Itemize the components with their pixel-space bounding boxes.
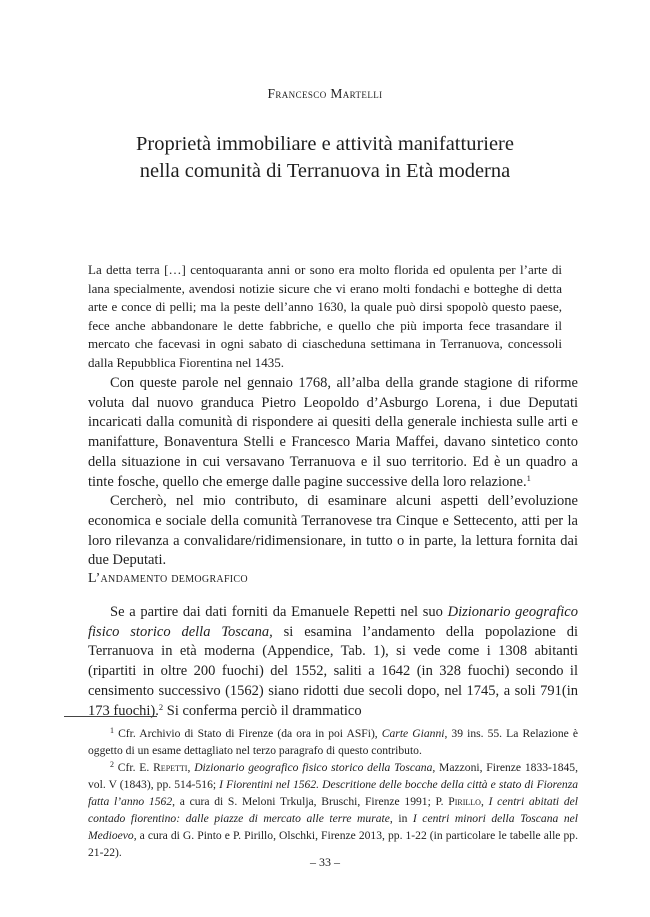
footnote-2-italic-3: I centri abitati del contado fiorentino: dalle piazze di mercato alle terre murate — [88, 795, 579, 825]
section-heading: L’andamento demografico — [88, 571, 248, 586]
section-paragraph-1 — [88, 603, 578, 721]
footnote-2-text-g: , a cura di G. Pinto e P. Pirillo, Olschki, Firenze 2013, pp. 1-22 (in particolare le tabelle alle pp. 21-22). — [88, 829, 578, 859]
footnote-2-text-f: , in — [389, 812, 413, 825]
intro-text — [88, 374, 578, 571]
footnote-2-text-b: , — [187, 761, 195, 774]
footnote-2 — [88, 759, 578, 861]
footnote-2-text-c: Mazzoni, Firenze 1833-1845, vol. V (1843), pp. 514-516; — [88, 761, 579, 791]
footnote-2-author-2: Pirillo — [448, 795, 481, 808]
footnote-2-italic-4: I centri minori della Toscana nel Medioevo — [88, 812, 578, 842]
intro-paragraph-1 — [88, 374, 578, 492]
title-line-2: nella comunità di Terranuova in Età moderna — [139, 160, 511, 182]
intro-paragraph-2: Cercherò, nel mio contributo, di esaminare alcuni aspetti dell’evoluzione economica e sociale della comunità Terranovese tra Cinque e Settecento, atti per la loro rilevanza a convalidare/ridimensionare, in tutto o in parte, la lettura fornita dai due Deputati. — [88, 493, 578, 569]
section-text — [88, 603, 578, 721]
author-name: Francesco Martelli — [267, 86, 383, 101]
footnote-1-text-c: , 39 ins. 55. La Relazione è oggetto di un esame dettagliato nel terzo paragrafo di questo contributo. — [88, 727, 579, 757]
footnote-1-text-a: Cfr. Archivio di Stato di Firenze (da ora in poi ASFi), — [114, 727, 382, 740]
footnote-ref-2: 2 — [158, 701, 164, 712]
footnote-2-italic-2: I Fiorentini nel 1562. Descritione delle bocche della città e stato di Fiorenza fatta l’anno 1562 — [88, 778, 578, 808]
footnote-2-text-a: Cfr. E. — [114, 761, 154, 774]
section-text-italic: Dizionario geografico fisico storico della Toscana, — [88, 604, 578, 640]
epigraph-quote: La detta terra […] centoquaranta anni or sono era molto florida ed opulenta per l’arte di lana specialmente, avendosi notizie sicure che vi erano molti fondachi e botteghe di detta arte e conce di pelli; ma la peste dell’anno 1630, la quale può dirsi spopolò questo paese, fece anche abbandonare le dette fabbriche, e quello che più importa fece trasandare il mercato che facevasi in ogni sabato di ciascheduna settimana in Terranuova, concessoli dalla Repubblica Fiorentina nel 1435. — [88, 262, 562, 370]
title-line-1: Proprietà immobiliare e attività manifatturiere — [136, 133, 514, 155]
footnote-2-text-d: , a cura di S. Meloni Trkulja, Bruschi, Firenze 1991; P. — [172, 795, 449, 808]
section-text-start: Se a partire dai dati forniti da Emanuele Repetti nel suo — [110, 604, 448, 620]
footnote-2-text-e: , — [480, 795, 489, 808]
footnotes — [88, 725, 578, 861]
page-number: – 33 – — [310, 855, 340, 869]
section-text-tail: Si conferma perciò il drammatico — [163, 702, 362, 719]
footnote-1 — [88, 725, 578, 759]
footnote-2-italic-1: Dizionario geografico fisico storico della Toscana, — [194, 761, 436, 774]
footnote-ref-1: 1 — [526, 472, 531, 483]
article-title — [60, 131, 590, 185]
section-text-rest: si esamina l’andamento della popolazione di Terranuova in età moderna (Appendice, Tab. 1), si vede come i 1308 abitanti (ripartiti in oltre 200 fuochi) del 1552, saliti a 1642 (in 328 fuochi) secondo il censimento successivo (1562) siano ridotti due secoli dopo, nel 1745, a soli 791(in 173 fuochi). — [88, 623, 578, 719]
footnote-1-number: 1 — [110, 726, 114, 735]
footnote-2-author-1: Repetti — [153, 761, 188, 774]
footnote-1-italic: Carte Gianni — [381, 727, 445, 740]
intro-paragraph-1-text: Con queste parole nel gennaio 1768, all’alba della grande stagione di riforme voluta dal nuovo granduca Pietro Leopoldo d’Asburgo Lorena, i due Deputati incaricati dalla comunità di rispondere ai quesiti della generale inchiesta sulle arti e manifatture, Bonaventura Stelli e Francesco Maria Maffei, davano sintetico conto della situazione in cui versavano Terranuova e il suo territorio. Ed è un quadro a tinte fosche, quello che emerge dalle pagine successive della loro relazione. — [88, 375, 578, 490]
footnote-rule — [64, 716, 157, 717]
footnote-2-number: 2 — [110, 760, 114, 769]
